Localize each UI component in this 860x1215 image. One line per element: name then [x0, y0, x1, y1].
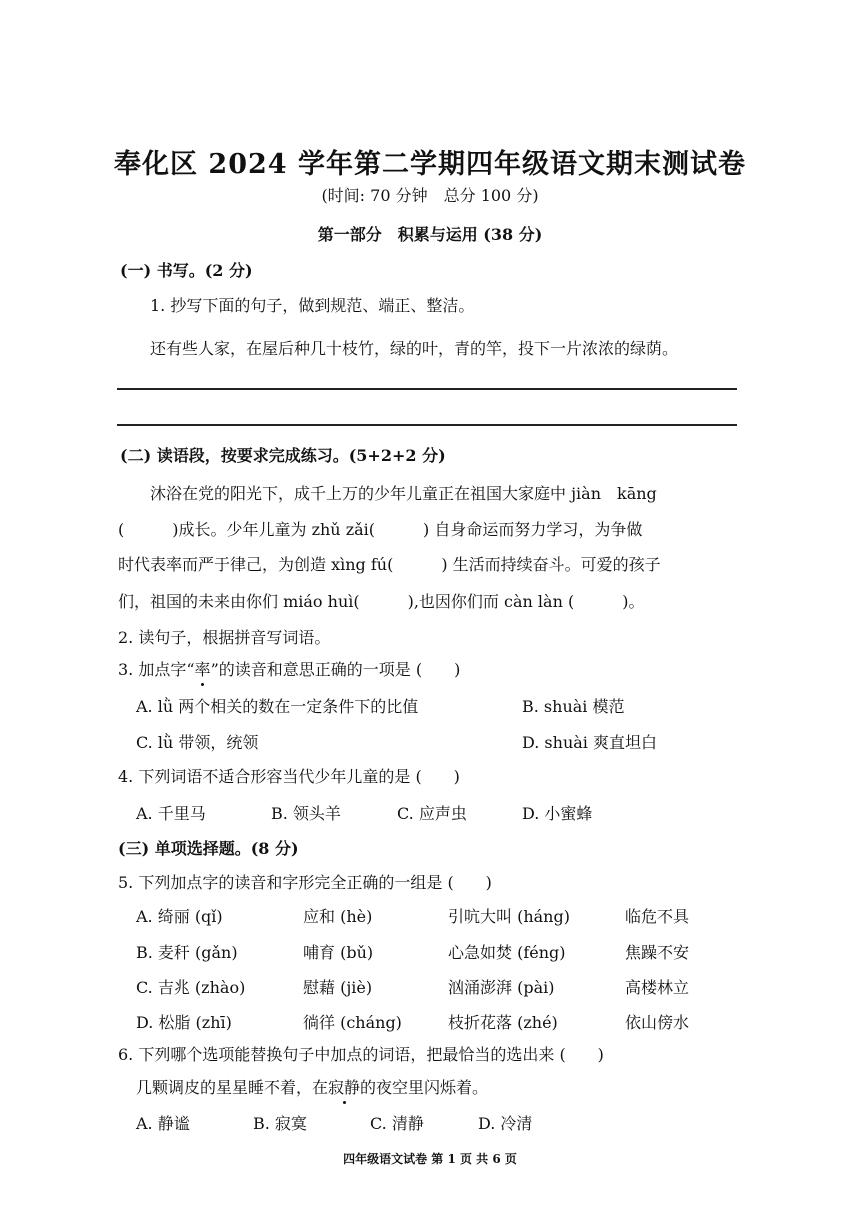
q2-text: 2. 读句子，根据拼音写词语。 — [118, 628, 331, 647]
passage-line-2: ( )成长。少年儿童为 zhǔ zǎi( ) 自身命运而努力学习，为争做 — [118, 520, 643, 539]
q6-text: 6. 下列哪个选项能替换句子中加点的词语，把最恰当的选出来 ( ) — [118, 1045, 604, 1064]
q3-option-a[interactable]: A. lǜ 两个相关的数在一定条件下的比值 — [136, 697, 419, 716]
q3-text-a: 3. 加点字“ — [118, 660, 195, 679]
q6-sentence-a: 几颗调皮的星星睡不着，在 — [136, 1078, 329, 1097]
q3-text — [118, 657, 460, 680]
q5-row-b-col-1[interactable]: B. 麦秆 (gǎn) — [136, 943, 238, 962]
q5-row-d-col-2: 徜徉 (cháng) — [303, 1013, 402, 1032]
q3-option-c[interactable]: C. lǜ 带领，统领 — [136, 733, 259, 752]
q3-dotted-char: 率 — [195, 657, 211, 680]
writing-line-2[interactable] — [117, 424, 737, 426]
q6-option-c[interactable]: C. 清静 — [370, 1114, 424, 1133]
passage-line-3-end: 子 — [644, 555, 661, 574]
q4-text: 4. 下列词语不适合形容当代少年儿童的是 ( ) — [118, 767, 460, 786]
q4-option-d[interactable]: D. 小蜜蜂 — [522, 804, 593, 823]
q6-option-a[interactable]: A. 静谧 — [136, 1114, 190, 1133]
q6-sentence-b: 的夜空里闪烁着。 — [360, 1078, 489, 1097]
q5-row-c-col-1[interactable]: C. 吉兆 (zhào) — [136, 978, 246, 997]
q1-text: 1. 抄写下面的句子，做到规范、端正、整洁。 — [150, 296, 475, 315]
q6-sentence — [136, 1075, 488, 1098]
q1-sentence: 还有些人家，在屋后种几十枝竹，绿的叶，青的竿，投下一片浓浓的绿荫。 — [150, 339, 679, 358]
sec1-heading: (一) 书写。(2 分) — [120, 261, 253, 280]
q5-row-b-col-4: 焦躁不安 — [625, 943, 690, 962]
passage-line-4: 们，祖国的未来由你们 miáo huì( ),也因你们而 càn làn ( )。 — [118, 592, 645, 611]
page-footer: 四年级语文试卷 第 1 页 共 6 页 — [343, 1152, 517, 1166]
sec2-heading: (二) 读语段，按要求完成练习。(5+2+2 分) — [120, 446, 446, 465]
q5-row-b-col-3: 心急如焚 (féng) — [448, 943, 566, 962]
writing-line-1[interactable] — [117, 388, 737, 390]
q4-option-c[interactable]: C. 应声虫 — [397, 804, 467, 823]
q5-row-d-col-3: 枝折花落 (zhé) — [448, 1013, 558, 1032]
q6-dotted-word: 寂静 — [328, 1075, 360, 1098]
q4-option-b[interactable]: B. 领头羊 — [271, 804, 341, 823]
q5-text: 5. 下列加点字的读音和字形完全正确的一组是 ( ) — [118, 873, 492, 892]
q5-row-c-col-3: 汹涌澎湃 (pài) — [448, 978, 555, 997]
exam-time-info: (时间: 70 分钟 总分 100 分) — [321, 186, 539, 205]
exam-title: 奉化区 2024 学年第二学期四年级语文期末测试卷 — [114, 149, 746, 180]
q5-row-c-col-4: 高楼林立 — [625, 978, 690, 997]
passage-line-3 — [118, 552, 661, 575]
q5-row-c-col-2: 慰藉 (jiè) — [303, 978, 373, 997]
q5-row-d-col-1[interactable]: D. 松脂 (zhī) — [136, 1013, 232, 1032]
q3-text-b: ”的读音和意思正确的一项是 ( ) — [210, 660, 461, 679]
q5-row-a-col-2: 应和 (hè) — [303, 907, 373, 926]
q5-row-a-col-4: 临危不具 — [625, 907, 690, 926]
q5-row-d-col-4: 依山傍水 — [625, 1013, 690, 1032]
part1-title: 第一部分 积累与运用 (38 分) — [317, 225, 543, 244]
q3-option-b[interactable]: B. shuài 模范 — [522, 697, 625, 716]
q6-option-d[interactable]: D. 冷清 — [478, 1114, 533, 1133]
q3-option-d[interactable]: D. shuài 爽直坦白 — [522, 733, 657, 752]
q5-row-a-col-3: 引吭大叫 (háng) — [448, 907, 570, 926]
q6-option-b[interactable]: B. 寂寞 — [253, 1114, 307, 1133]
q5-row-b-col-2: 哺育 (bǔ) — [303, 943, 374, 962]
sec3-heading: (三) 单项选择题。(8 分) — [118, 839, 299, 858]
q5-row-a-col-1[interactable]: A. 绮丽 (qǐ) — [136, 907, 223, 926]
q4-option-a[interactable]: A. 千里马 — [136, 804, 206, 823]
passage-line-3-text: 时代表率而严于律己，为创造 xìng fú( ) 生活而持续奋斗。可爱的孩 — [118, 555, 645, 574]
passage-line-1: 沐浴在党的阳光下，成千上万的少年儿童正在祖国大家庭中 jiàn kāng — [150, 484, 657, 503]
